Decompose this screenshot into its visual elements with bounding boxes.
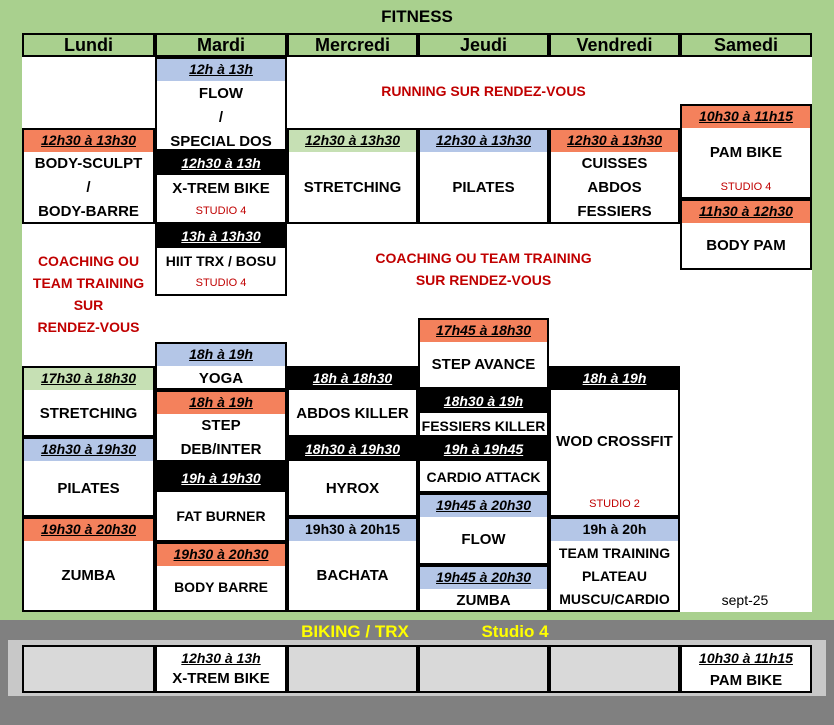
class-mardi-flow[interactable] [155, 57, 287, 151]
class-lundi-zumba[interactable] [22, 517, 155, 612]
biking-studio: Studio 4 [481, 622, 549, 641]
class-name: FAT BURNER [176, 508, 266, 524]
class-name: CARDIO ATTACK [426, 469, 541, 485]
class-time: 10h30 à 11h15 [682, 106, 810, 128]
class-name: X-TREM BIKE [172, 670, 270, 687]
class-time: 18h à 19h [157, 344, 285, 366]
studio-label: STUDIO 4 [720, 181, 772, 193]
class-vendredi-wod-crossfit[interactable] [549, 366, 680, 517]
class-name: FLOW [461, 531, 506, 548]
class-mercredi-bachata[interactable] [287, 517, 418, 612]
class-time: 12h30 à 13h [181, 650, 261, 666]
class-mardi-step-deb-inter[interactable] [155, 390, 287, 462]
coaching-note-center: COACHING OU TEAM TRAINING SUR RENDEZ-VOUS [375, 250, 592, 288]
class-time: 12h30 à 13h30 [551, 130, 678, 152]
class-name: ZUMBA [61, 567, 116, 584]
class-time: 18h30 à 19h30 [24, 439, 153, 461]
day-header-jeudi: Jeudi [418, 33, 549, 57]
class-time: 19h45 à 20h30 [420, 567, 547, 589]
class-name: BODY-BARRE [38, 203, 139, 220]
class-name: PLATEAU [581, 568, 648, 584]
class-jeudi-flow[interactable] [418, 493, 549, 565]
studio-label: STUDIO 2 [589, 498, 640, 510]
class-lundi-pilates[interactable] [22, 437, 155, 517]
class-name: STEP AVANCE [431, 356, 536, 373]
class-name: STEP [201, 417, 241, 434]
class-name: PAM BIKE [709, 144, 783, 161]
class-time: 12h à 13h [157, 59, 285, 81]
class-mardi-yoga[interactable] [155, 342, 287, 390]
class-name: ABDOS KILLER [296, 405, 409, 422]
class-time: 18h à 18h30 [289, 368, 416, 390]
day-header-mardi: Mardi [155, 33, 287, 57]
class-name: BODY PAM [706, 237, 786, 254]
class-name: TEAM TRAINING [558, 545, 671, 561]
class-time: 12h30 à 13h30 [289, 130, 416, 152]
day-header-vendredi: Vendredi [549, 33, 680, 57]
class-name: STRETCHING [39, 405, 138, 422]
class-lundi-stretching[interactable] [22, 366, 155, 437]
class-name: BODY-SCULPT [34, 155, 143, 172]
class-name: CUISSES [581, 155, 648, 172]
coaching-note-left: COACHING OU TEAM TRAINING SUR RENDEZ-VOUS [32, 253, 145, 335]
class-time: 18h30 à 19h30 [289, 439, 416, 461]
biking-cell-lundi [22, 645, 155, 693]
class-name: WOD CROSSFIT [556, 433, 673, 450]
biking-cell-vendredi [549, 645, 680, 693]
class-time: 19h à 19h45 [420, 439, 547, 461]
class-time: 12h30 à 13h30 [420, 130, 547, 152]
class-name: X-TREM BIKE [172, 180, 270, 197]
class-jeudi-cardio-attack[interactable] [418, 437, 549, 493]
class-time: 10h30 à 11h15 [699, 650, 793, 666]
class-lundi-body-sculpt[interactable] [22, 128, 155, 224]
class-name: SPECIAL DOS [170, 133, 272, 150]
biking-samedi-pam-bike[interactable] [680, 645, 812, 693]
day-header-samedi: Samedi [680, 33, 812, 57]
class-jeudi-pilates[interactable] [418, 128, 549, 224]
class-time: 12h30 à 13h [157, 153, 285, 175]
class-time: 18h à 19h [551, 368, 678, 390]
biking-mardi-xtrem-bike[interactable] [155, 645, 287, 693]
class-name: ABDOS [587, 179, 642, 196]
class-mercredi-stretching[interactable] [287, 128, 418, 224]
class-samedi-pam-bike[interactable] [680, 104, 812, 199]
class-jeudi-step-avance[interactable] [418, 318, 549, 389]
class-name: / [86, 179, 91, 196]
class-name: MUSCU/CARDIO [559, 591, 670, 607]
class-time: 18h à 19h [157, 392, 285, 414]
class-time: 12h30 à 13h30 [24, 130, 153, 152]
class-time: 19h30 à 20h30 [24, 519, 153, 541]
class-name: PAM BIKE [709, 672, 783, 689]
class-time: 19h30 à 20h15 [289, 519, 416, 541]
class-name: HYROX [325, 480, 380, 497]
class-time: 13h à 13h30 [157, 226, 285, 248]
biking-title: BIKING / TRX [301, 622, 409, 641]
page-title: FITNESS [381, 7, 453, 26]
class-name: HIIT TRX / BOSU [165, 253, 277, 269]
class-mercredi-abdos-killer[interactable] [287, 366, 418, 437]
class-jeudi-zumba[interactable] [418, 565, 549, 612]
class-name: FESSIERS [577, 203, 652, 220]
class-time: 18h30 à 19h [420, 391, 547, 413]
biking-cell-mercredi [287, 645, 418, 693]
class-time: 17h30 à 18h30 [24, 368, 153, 390]
class-jeudi-fessiers-killer[interactable] [418, 389, 549, 437]
biking-cell-jeudi [418, 645, 549, 693]
class-name: PILATES [452, 179, 515, 196]
class-mardi-fat-burner[interactable] [155, 462, 287, 542]
class-name: FLOW [198, 85, 244, 102]
class-mardi-body-barre[interactable] [155, 542, 287, 612]
class-vendredi-cuisses-abdos-fessiers[interactable] [549, 128, 680, 224]
date-note: sept-25 [721, 592, 769, 608]
class-mardi-xtrem-bike[interactable] [155, 151, 287, 224]
class-vendredi-team-training[interactable] [549, 517, 680, 612]
class-name: / [218, 109, 224, 126]
class-name: DEB/INTER [180, 441, 262, 458]
class-time: 17h45 à 18h30 [420, 320, 547, 342]
class-name: YOGA [198, 370, 244, 387]
day-header-mercredi: Mercredi [287, 33, 418, 57]
class-name: FESSIERS KILLER [421, 418, 546, 434]
class-time: 19h30 à 20h30 [157, 544, 285, 566]
class-time: 19h45 à 20h30 [420, 495, 547, 517]
class-name: ZUMBA [456, 592, 511, 609]
class-time: 19h à 20h [551, 519, 678, 541]
class-mercredi-hyrox[interactable] [287, 437, 418, 517]
studio-label: STUDIO 4 [195, 205, 247, 217]
class-name: BODY BARRE [174, 579, 268, 595]
class-time: 19h à 19h30 [157, 464, 285, 492]
class-name: BACHATA [316, 567, 389, 584]
studio-label: STUDIO 4 [195, 277, 247, 289]
day-header-lundi: Lundi [22, 33, 155, 57]
class-name: PILATES [57, 480, 120, 497]
class-name: STRETCHING [303, 179, 402, 196]
running-note: RUNNING SUR RENDEZ-VOUS [381, 83, 586, 99]
class-mardi-hiit-trx[interactable] [155, 224, 287, 296]
class-time: 11h30 à 12h30 [682, 201, 810, 223]
class-samedi-body-pam[interactable] [680, 199, 812, 270]
